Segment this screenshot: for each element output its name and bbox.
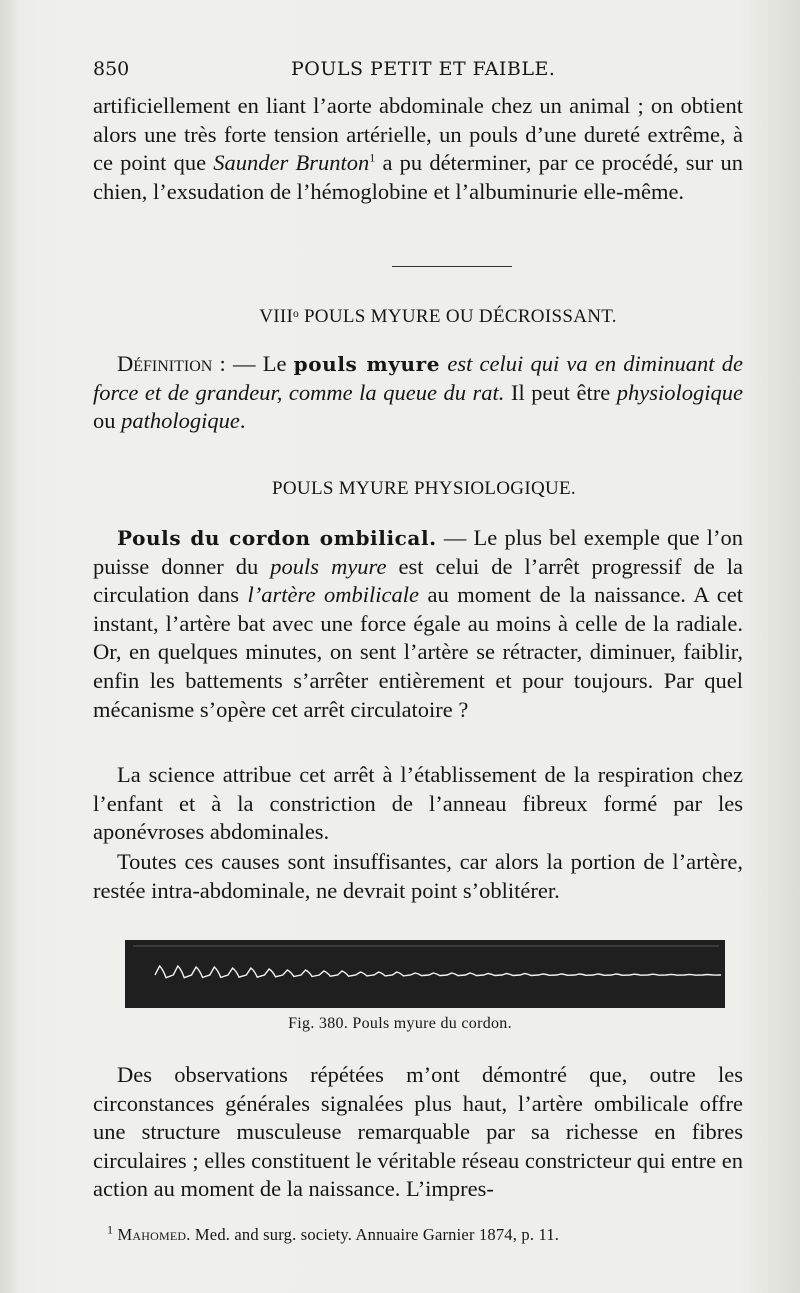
- section-divider: [392, 266, 512, 267]
- paragraph-italic: pouls myure: [270, 553, 387, 579]
- pulse-tracing-figure: [125, 940, 725, 1008]
- page-header: [93, 58, 623, 86]
- definition-text: ou: [93, 408, 122, 434]
- definition-separator: : — Le: [212, 351, 294, 376]
- definition-label: Définition: [117, 351, 213, 376]
- running-title: POULS PETIT ET FAIBLE.: [291, 58, 556, 80]
- footnote: [107, 1222, 747, 1245]
- paragraph-causes: Toutes ces causes sont insuffisantes, car alors la portion de l’artère, restée intra-abdominale, ne devrait point s’oblitérer.: [93, 849, 743, 903]
- page-number: 850: [93, 58, 130, 80]
- defined-term: pouls myure: [293, 352, 441, 376]
- paragraph-term: Pouls du cordon ombilical.: [117, 526, 437, 550]
- paragraph-observations: Des observations répétées m’ont démontré que, outre les circonstances générales signalées plus haut, l’artère ombilicale offre une structure musculeuse remarquable par sa richesse en fibres circulaires ; elles constituent le véritable réseau constricteur qui entre en action au moment de la naissance. L’impres-: [93, 1062, 743, 1202]
- definition-text: physiologique: [616, 379, 744, 405]
- footnote-author: Mahomed.: [117, 1225, 191, 1244]
- paragraph-umbilical-cord: [93, 524, 743, 724]
- paragraph-text: — Le plus bel exemple que l’on puisse donner du: [93, 525, 744, 579]
- author-name: Saunder Brunton: [213, 150, 370, 176]
- definition-paragraph: [93, 350, 743, 436]
- footnote-text: Med. and surg. society. Annuaire Garnier 1874, p. 11.: [190, 1225, 560, 1244]
- paragraph-text: artificiellement en liant l’aorte abdominale chez un animal ; on obtient alors une très forte tension artérielle, un pouls d’une dureté extrême, à ce point que: [93, 93, 743, 176]
- pulse-trace: [125, 940, 725, 1008]
- paragraph-text: au moment de la naissance. A cet instant, l’artère bat avec une force égale au moins à celle de la radiale. Or, en quelques minutes, on sent l’artère se rétracter, diminuer, faiblir, enfin les battements s’arrêter entièrement et pour toujours. Par quel mécanisme s’opère cet arrêt circulatoire ?: [93, 582, 744, 722]
- subsection-heading: POULS MYURE PHYSIOLOGIQUE.: [272, 478, 576, 499]
- trace-waveform: [155, 966, 721, 978]
- paragraph-italic: l’artère ombilicale: [247, 582, 419, 608]
- footnote-mark: 1: [107, 1222, 114, 1237]
- figure-caption: Fig. 380. Pouls myure du cordon.: [288, 1015, 512, 1032]
- paragraph-text: a pu déterminer, par ce procédé, sur un chien, l’exsudation de l’hémoglobine et l’albuminurie elle-même.: [93, 150, 743, 204]
- paragraph-respiration: La science attribue cet arrêt à l’établissement de la respiration chez l’enfant et à la constriction de l’anneau fibreux formé par les aponévroses abdominales.: [93, 762, 743, 845]
- definition-text: Il peut être: [504, 379, 617, 405]
- footnote-reference: 1: [369, 150, 376, 165]
- definition-text: est celui qui va en diminuant de force et de grandeur, comme la queue du rat.: [93, 351, 744, 405]
- section-heading: VIIIᵒ POULS MYURE OU DÉCROISSANT.: [259, 306, 617, 327]
- definition-text: .: [239, 408, 246, 434]
- paragraph-aorta: [93, 92, 743, 206]
- paragraph-text: est celui de l’arrêt progressif de la circulation dans: [93, 553, 743, 608]
- definition-text: pathologique: [121, 408, 240, 434]
